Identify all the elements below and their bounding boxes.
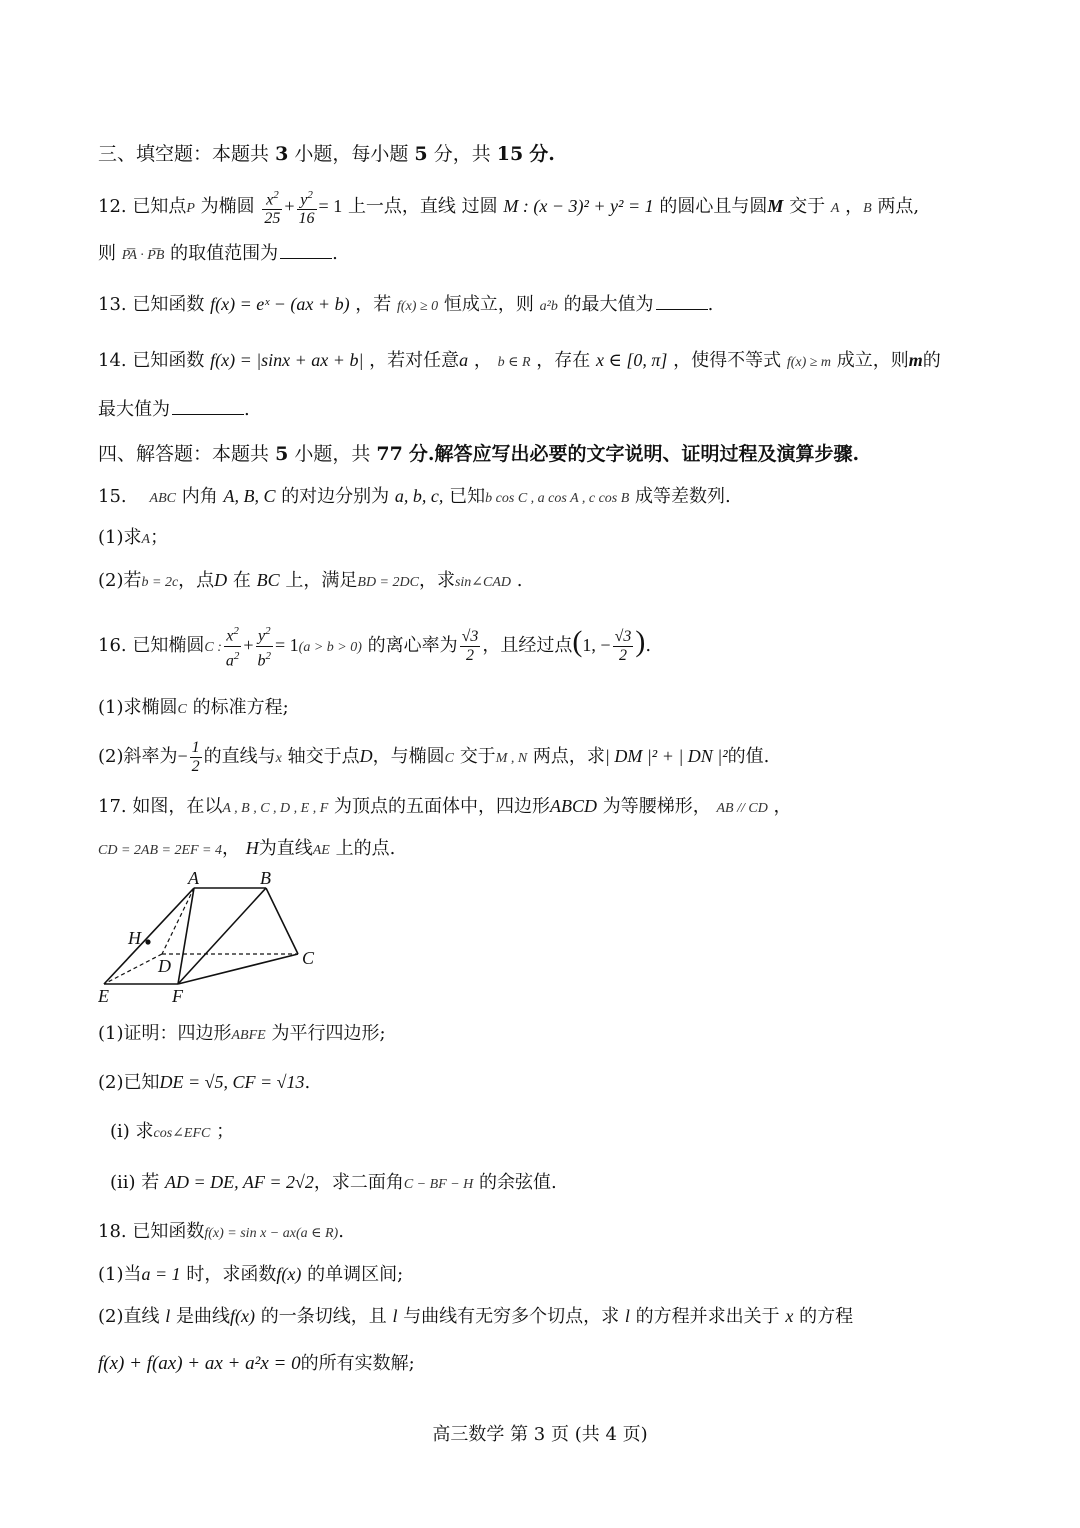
label-B: B xyxy=(260,868,271,888)
q15-line: 15. ABC 内角 A, B, C 的对边分别为 a, b, c, 已知b cos C , a cos A , c cos B 成等差数列. xyxy=(98,486,731,507)
q12-circle: M : (x − 3)² + y² = 1 xyxy=(503,196,654,217)
q15-part2: (2)若b = 2c，点D 在 BC 上，满足BD = 2DC，求sin∠CAD . xyxy=(98,570,523,591)
q18-equation: f(x) + f(ax) + ax + a²x = 0的所有实数解; xyxy=(98,1353,415,1374)
label-C: C xyxy=(302,948,315,968)
label-H: H xyxy=(128,928,141,948)
pentahedron-figure xyxy=(98,868,338,1008)
q17-line2: CD = 2AB = 2EF = 4， H为直线AE 上的点. xyxy=(98,838,396,859)
q17-part1: (1)证明：四边形ABFE 为平行四边形; xyxy=(98,1023,386,1044)
q12-vectors: P͞A · P͞B xyxy=(121,248,165,263)
q17-line1: 17. 如图，在以A , B , C , D , E , F 为顶点的五面体中，四边形ABCD 为等腰梯形， AB // CD ， xyxy=(98,796,792,817)
edge-DE xyxy=(104,954,162,984)
q15-part1: (1)求A； xyxy=(98,527,169,548)
section4-title: 四、解答题：本题共 5 小题，共 77 分.解答应写出必要的文字说明、证明过程及演算步骤. xyxy=(98,443,860,465)
q12-frac-y: $\frac{y^2}{16}$ xyxy=(297,186,317,228)
q17-part2: (2)已知DE = √5, CF = √13. xyxy=(98,1072,311,1093)
q13-answer-blank[interactable] xyxy=(656,291,708,310)
edge-BC xyxy=(266,888,298,954)
page-footer: 高三数学 第 3 页 (共 4 页) xyxy=(432,1424,648,1445)
q13-line: 13. 已知函数 f(x) = eˣ − (ax + b) ，若 f(x) ≥ 0 恒成立，则 a²b 的最大值为 . xyxy=(98,290,1040,321)
q16-part1: (1)求椭圆C 的标准方程; xyxy=(98,697,289,718)
q14-answer-blank[interactable] xyxy=(172,396,244,415)
edge-FC xyxy=(178,954,298,984)
label-D: D xyxy=(158,956,171,976)
q12-frac-x: $\frac{x^2}{25}$ xyxy=(262,186,282,228)
q18-part2: (2)直线 l 是曲线f(x) 的一条切线，且 l 与曲线有无穷多个切点，求 l 的方程并求出关于 x 的方程 xyxy=(98,1306,854,1327)
q12-answer-blank[interactable] xyxy=(280,240,332,259)
label-A: A xyxy=(188,868,199,888)
label-F: F xyxy=(172,986,183,1006)
q12-line2: 则 P͞A · P͞B 的取值范围为 . xyxy=(98,240,1040,270)
q17-part2-ii: (ii) 若 AD = DE, AF = 2√2，求二面角C − BF − H 的余弦值. xyxy=(110,1172,557,1193)
q18-part1: (1)当a = 1 时，求函数f(x) 的单调区间; xyxy=(98,1264,404,1285)
q18-line: 18. 已知函数f(x) = sin x − ax(a ∈ R). xyxy=(98,1221,344,1242)
q16-line: 16. 已知椭圆C : $\frac{x^2}{a^2}$ + $\frac{y^2}{b^2}$ = 1(a > b > 0) 的离心率为 $\frac{√3}{2}$ ，且经过点(1, − $\frac{√3}{2}$ ). xyxy=(98,618,1040,672)
section3-title: 三、填空题：本题共 3 小题，每小题 5 分，共 15 分. xyxy=(98,143,555,165)
label-E: E xyxy=(98,986,109,1006)
q17-part2-i: (i) 求cos∠EFC ； xyxy=(110,1121,235,1142)
q14-line1: 14. 已知函数 f(x) = |sinx + ax + b| ，若对任意a ， b ∈ R ，存在 x ∈ [0, π] ，使得不等式 f(x) ≥ m 成立，则m的 xyxy=(98,350,941,371)
q12-line1: 12. 已知点P 为椭圆 $\frac{x^2}{25}$ + $\frac{y^2}{16}$ = 1 上一点，直线 过圆 M : (x − 3)² + y² = 1 的圆心且与圆M 交于 A ，B 两点, xyxy=(98,186,1040,228)
q16-part2: (2)斜率为− $\frac{1}{2}$ 的直线与x 轴交于点D，与椭圆C 交于M , N 两点，求| DM |² + | DN |²的值. xyxy=(98,738,770,775)
q14-line2: 最大值为 . xyxy=(98,396,1040,424)
point-H xyxy=(145,939,150,944)
